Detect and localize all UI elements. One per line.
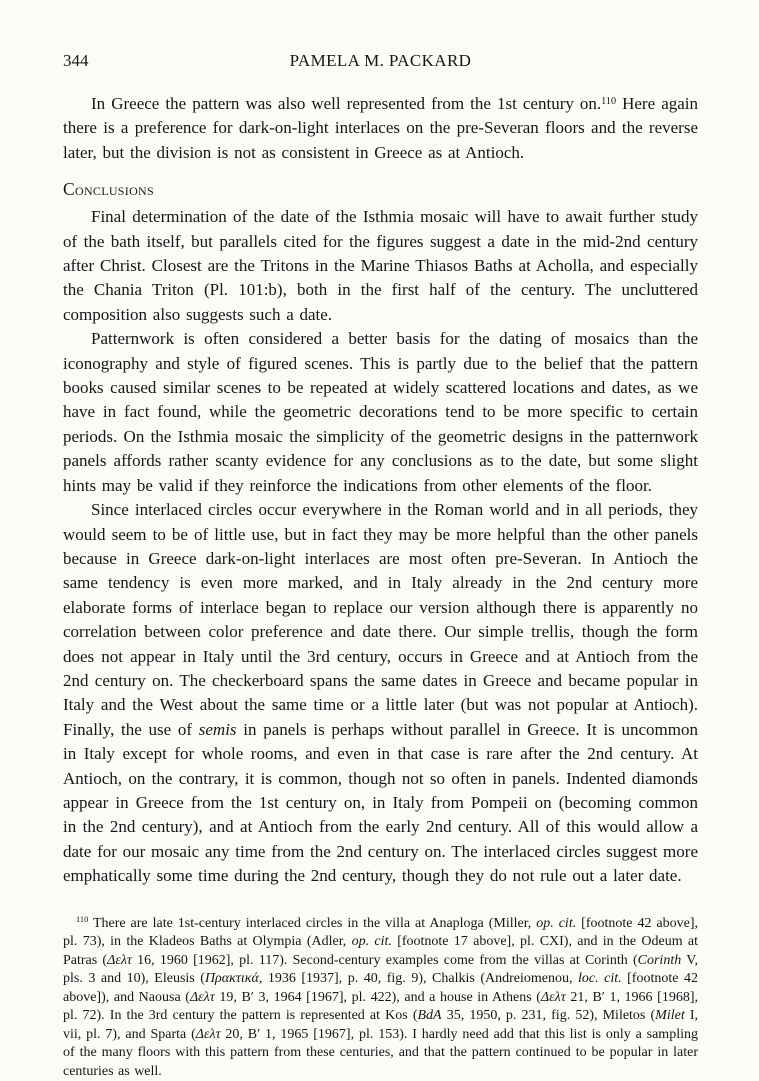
footnote-section bbox=[63, 915, 698, 1081]
conclusions-paragraph-1: Final determination of the date of the Isthmia mosaic will have to await further study of the bath itself, but parallels cited for the figures suggest a date in the mid-2nd century after Christ. Closest are the Tritons in the Marine Thiasos Baths at Acholla, and especially the Chania Triton (Pl. 101:b), both in the first half of the century. The uncluttered composition also suggests such a date. bbox=[63, 207, 698, 324]
running-head-author: PAMELA M. PACKARD bbox=[289, 51, 472, 70]
journal-page bbox=[63, 50, 698, 1081]
footnote-110: $^{110}$ There are late 1st-century interlaced circles in the villa at Anaploga (Miller, op. cit. [footnote 42 above], pl. 73), in the Kladeos Baths at Olympia (Adler, op. cit. [footnote 17 above], pl. CXI), and in the Odeum at Patras (Δελτ 16, 1960 [1962], pl. 117). Second-century examples come from the villas at Corinth (Corinth V, pls. 3 and 10), Eleusis (Πρακτικά, 1936 [1937], p. 40, fig. 9), Chalkis (Andreiomenou, loc. cit. [footnote 42 above]), and Naousa (Δελτ 19, B′ 3, 1964 [1967], pl. 422), and a house in Athens (Δελτ 21, B′ 1, 1966 [1968], pl. 72). In the 3rd century the pattern is represented at Kos (BdA 35, 1950, p. 231, fig. 52), Miletos (Milet I, vii, pl. 7), and Sparta (Δελτ 20, B′ 1, 1965 [1967], pl. 153). I hardly need add that this list is only a sampling of the many floors with this pattern from these centuries, and that the pattern continued to be popular in later centuries as well. bbox=[63, 915, 698, 1079]
page-number: 344 bbox=[63, 51, 89, 70]
running-header bbox=[63, 50, 698, 72]
conclusions-heading: Conclusions bbox=[63, 179, 154, 200]
intro-paragraph: In Greece the pattern was also well represented from the 1st century on.$^{110}$ Here again there is a preference for dark-on-light interlaces on the pre-Severan floors and the reverse later, but the division is not as consistent in Greece as at Antioch. bbox=[63, 94, 699, 162]
conclusions-paragraph-2: Patternwork is often considered a better basis for the dating of mosaics than the iconography and style of figured scenes. This is partly due to the belief that the pattern books caused similar scenes to be repeated at widely scattered locations and dates, as we have in fact found, while the geometric decorations tend to be more specific to certain periods. On the Isthmia mosaic the simplicity of the geometric designs in the patternwork panels affords rather scanty evidence for any conclusions as to the date, but some slight hints may be valid if they reinforce the indications from other elements of the floor. bbox=[63, 329, 698, 495]
conclusions-paragraph-3: Since interlaced circles occur everywhere in the Roman world and in all periods, they would seem to be of little use, but in fact they may be more helpful than the other panels because in Greece dark-on-light interlaces are most often pre-Severan. In Antioch the same tendency is even more marked, and in Italy already in the 2nd century more elaborate forms of interlace began to replace our version although there is apparently no correlation between color preference and date there. Our simple trellis, though the form does not appear in Italy until the 3rd century, occurs in Greece and at Antioch from the 2nd century on. The checkerboard spans the same dates in Greece and became popular in Italy and the West about the same time or a little later (but was not popular at Antioch). Finally, the use of semis in panels is perhaps without parallel in Greece. It is uncommon in Italy except for whole rooms, and even in that case is rare after the 2nd century. At Antioch, on the contrary, it is common, though not so often in panels. Indented diamonds appear in Greece from the 1st century on, in Italy from Pompeii on (becoming common in the 2nd century), and at Antioch from the early 2nd century. All of this would allow a date for our mosaic any time from the 2nd century on. The interlaced circles suggest more emphatically some time during the 2nd century, though they do not rule out a later date. bbox=[63, 500, 698, 886]
